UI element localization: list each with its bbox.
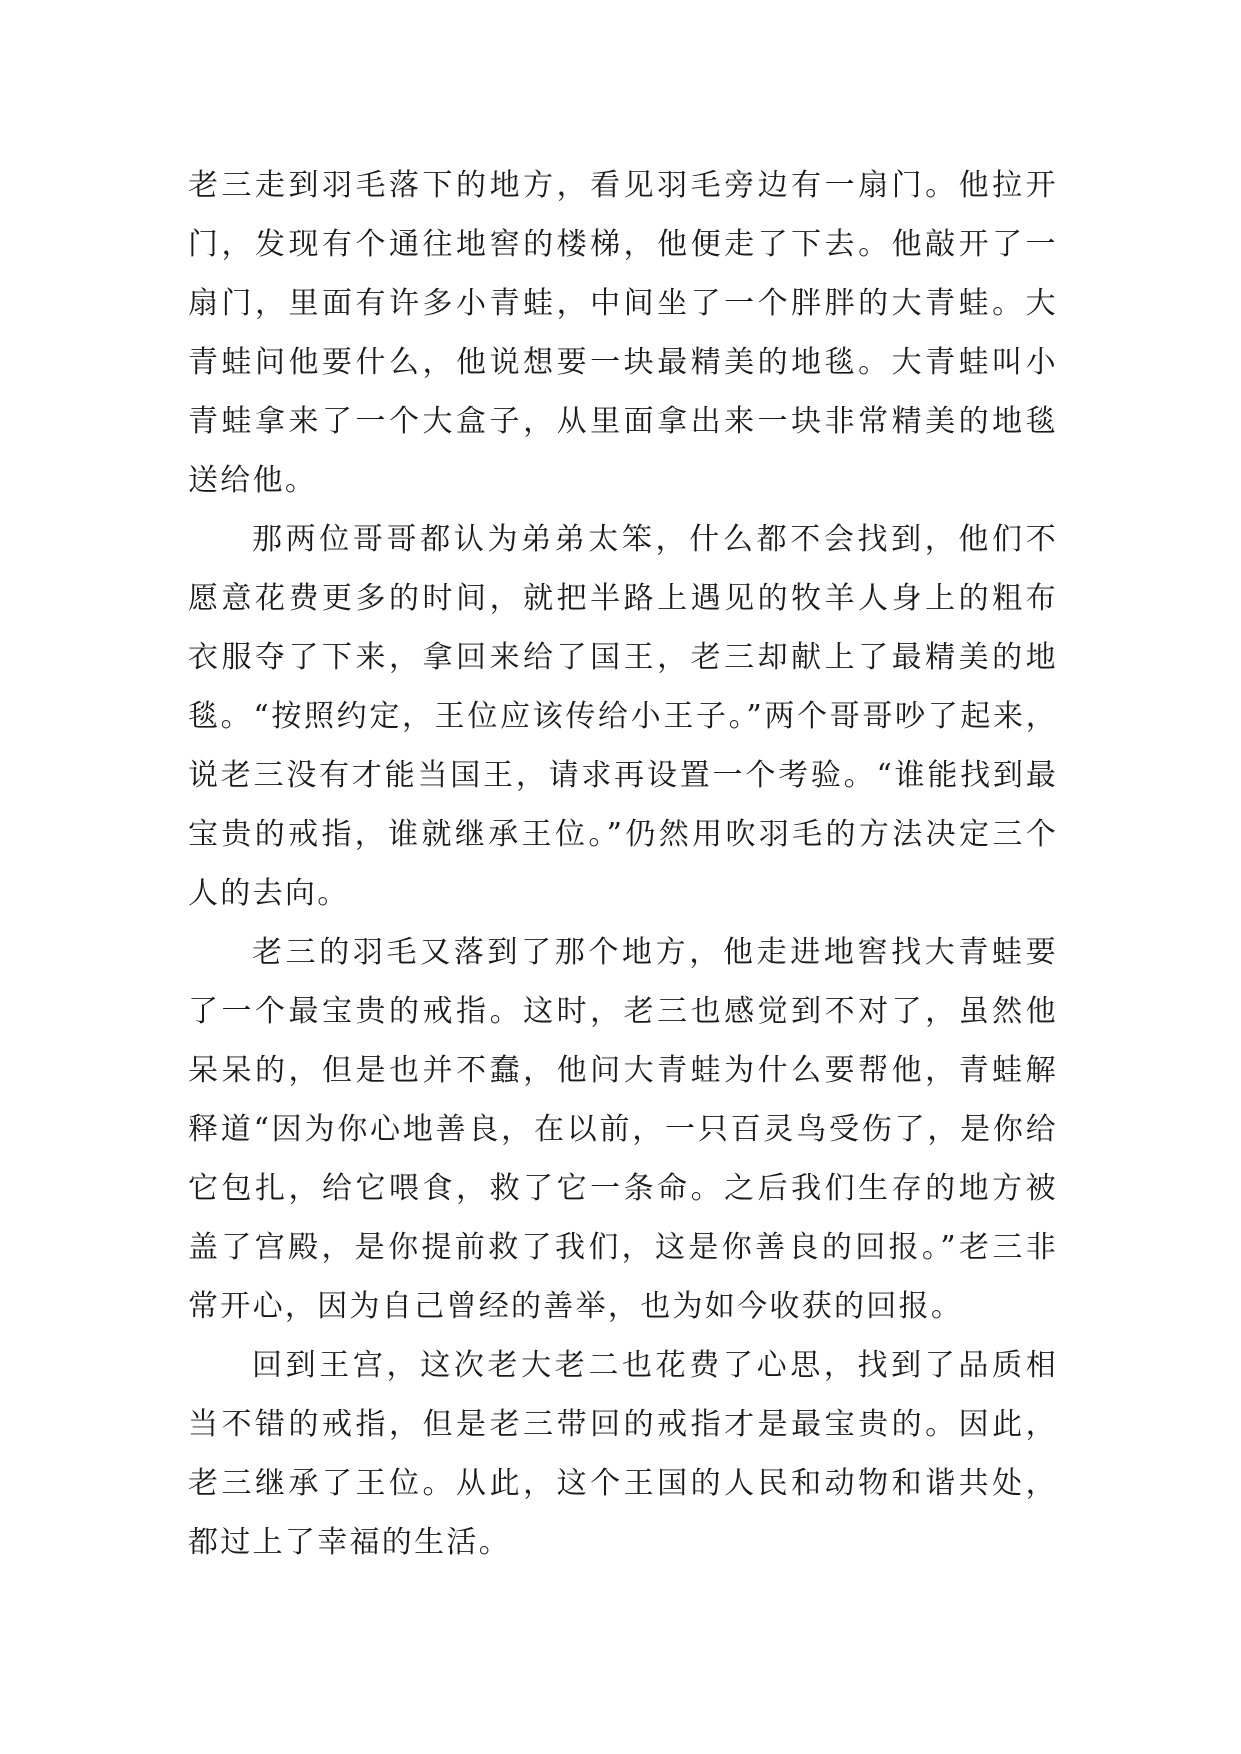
paragraph-4: 回到王宫，这次老大老二也花费了心思，找到了品质相当不错的戒指，但是老三带回的戒指才是最宝贵的。因此，老三继承了王位。从此，这个王国的人民和动物和谐共处，都过上了幸福的生活。 [188, 1348, 1058, 1560]
paragraph-1: 老三走到羽毛落下的地方，看见羽毛旁边有一扇门。他拉开门，发现有个通往地窖的楼梯，他便走了下去。他敲开了一扇门，里面有许多小青蛙，中间坐了一个胖胖的大青蛙。大青蛙问他要什么，他说想要一块最精美的地毯。大青蛙叫小青蛙拿来了一个大盒子，从里面拿出来一块非常精美的地毯送给他。 [188, 168, 1058, 498]
body-text [188, 156, 1058, 1572]
paragraph-2: 那两位哥哥都认为弟弟太笨，什么都不会找到，他们不愿意花费更多的时间，就把半路上遇见的牧羊人身上的粗布衣服夺了下来，拿回来给了国王，老三却献上了最精美的地毯。“按照约定，王位应该传给小王子。”两个哥哥吵了起来，说老三没有才能当国王，请求再设置一个考验。“谁能找到最宝贵的戒指，谁就继承王位。”仍然用吹羽毛的方法决定三个人的去向。 [188, 522, 1058, 911]
paragraph-3: 老三的羽毛又落到了那个地方，他走进地窖找大青蛙要了一个最宝贵的戒指。这时，老三也感觉到不对了，虽然他呆呆的，但是也并不蠢，他问大青蛙为什么要帮他，青蛙解释道“因为你心地善良，在以前，一只百灵鸟受伤了，是你给它包扎，给它喂食，救了它一条命。之后我们生存的地方被盖了宫殿，是你提前救了我们，这是你善良的回报。”老三非常开心，因为自己曾经的善举，也为如今收获的回报。 [188, 935, 1058, 1324]
